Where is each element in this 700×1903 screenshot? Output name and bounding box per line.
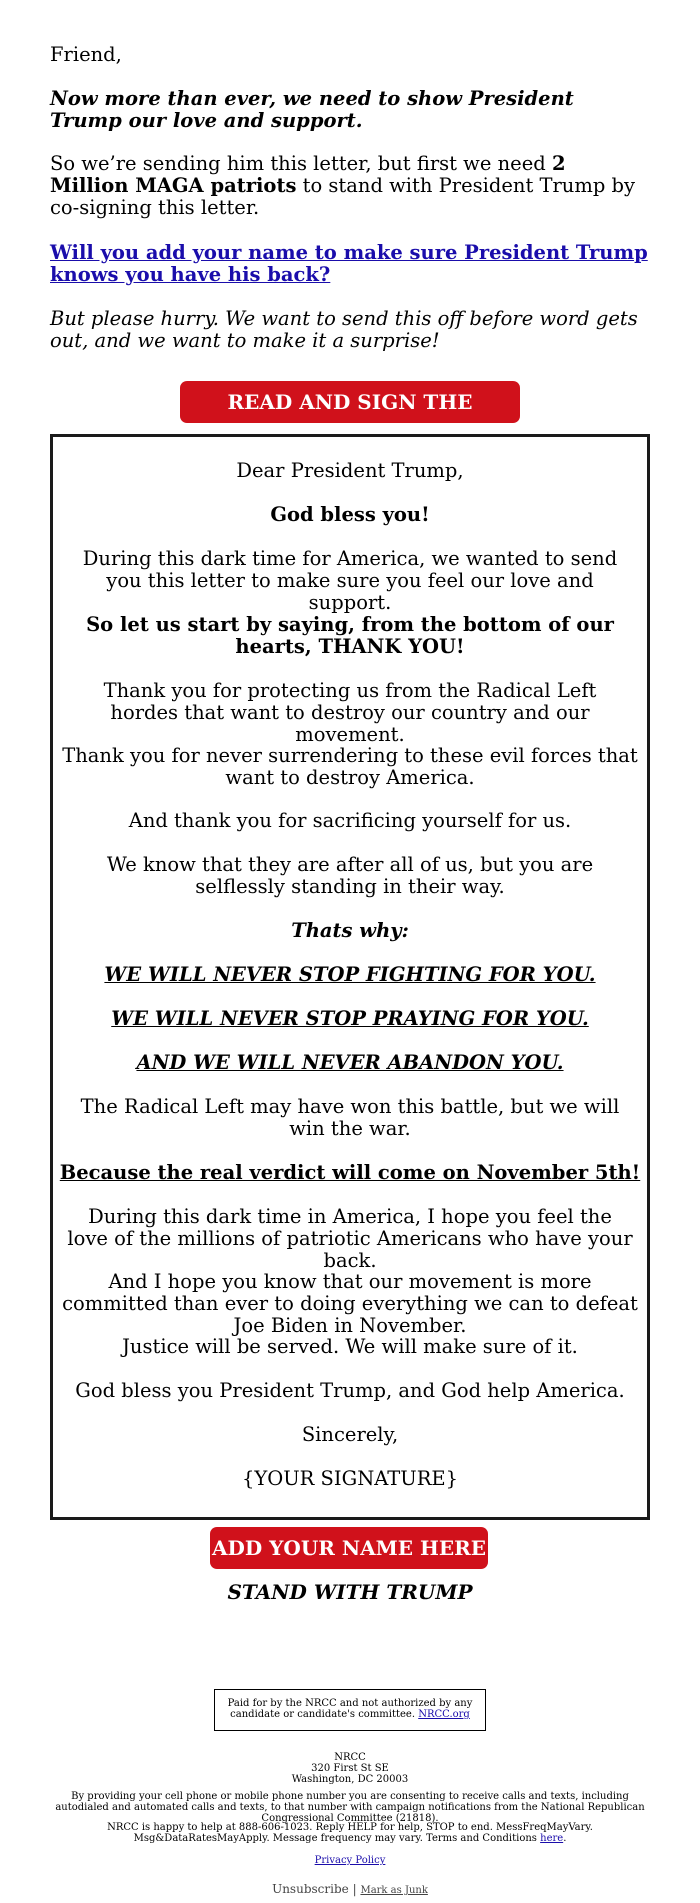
letter-pledge-2: WE WILL NEVER STOP PRAYING FOR YOU. xyxy=(111,1007,589,1030)
letter-signature: {YOUR SIGNATURE} xyxy=(241,1467,459,1490)
greeting: Friend, xyxy=(50,43,122,66)
intro-section xyxy=(50,44,650,66)
link-wrap xyxy=(50,242,650,286)
address-block xyxy=(0,1752,700,1785)
letter-pledge-1: WE WILL NEVER STOP FIGHTING FOR YOU. xyxy=(104,963,596,986)
headline-wrap xyxy=(50,88,650,132)
letter-p9: And I hope you know that our movement is more committed than ever to doing everything we can to defeat Joe Biden in November. xyxy=(62,1270,638,1337)
unsubscribe-link[interactable]: Unsubscribe xyxy=(272,1882,349,1896)
intro-paragraph xyxy=(50,153,650,219)
help-text: NRCC is happy to help at 888-606-1023. Reply HELP for help, STOP to end. MessFreqMayVary. Msg&DataRatesMayApply. Message frequency may vary. Terms and Conditions here. xyxy=(107,1822,593,1844)
letter-p11: God bless you President Trump, and God help America. xyxy=(75,1379,625,1402)
paid-for-text: Paid for by the NRCC and not authorized by any candidate or candidate's committee. xyxy=(227,1698,473,1720)
letter-salutation: Dear President Trump, xyxy=(236,459,464,482)
letter-p7: The Radical Left may have won this battle, but we will win the war. xyxy=(80,1095,620,1140)
letter-p5: And thank you for sacrificing yourself for us. xyxy=(128,809,572,832)
terms-link[interactable]: here xyxy=(540,1833,564,1844)
paid-for-box xyxy=(214,1689,486,1731)
letter-p10: Justice will be served. We will make sure of it. xyxy=(122,1335,578,1358)
city: Washington, DC 20003 xyxy=(291,1774,409,1785)
letter-p3: Thank you for protecting us from the Radical Left hordes that want to destroy our country and our movement. xyxy=(103,679,597,746)
nrcc-link[interactable]: NRCC.org xyxy=(418,1709,470,1720)
letter-box xyxy=(50,434,650,1520)
read-sign-letter-button[interactable]: READ AND SIGN THE LETTER xyxy=(180,381,520,423)
letter-verdict: Because the real verdict will come on November 5th! xyxy=(59,1161,641,1184)
intro-text-1: So we’re sending him this letter, but first we need xyxy=(50,152,552,175)
mark-as-junk-link[interactable]: Mark as Junk xyxy=(360,1885,428,1896)
consent-text: By providing your cell phone or mobile phone number you are consenting to receive calls and texts, including autodialed and automated calls and texts, to that number with campaign notifications from the National Republican Congressional Committee (21818). xyxy=(55,1791,645,1824)
help-body: NRCC is happy to help at 888-606-1023. Reply HELP for help, STOP to end. MessFreqMayVary. Msg&DataRatesMayApply. Message frequency may vary. Terms and Conditions xyxy=(107,1822,593,1844)
letter-bless: God bless you! xyxy=(270,503,430,526)
separator: | xyxy=(352,1882,357,1896)
hurry-text: But please hurry. We want to send this off before word gets out, and we want to make it a surprise! xyxy=(50,307,638,352)
letter-thats-why: Thats why: xyxy=(291,919,409,942)
unsubscribe-bar xyxy=(0,1882,700,1898)
letter-p2: So let us start by saying, from the bottom of our hearts, THANK YOU! xyxy=(86,613,614,658)
letter-p6: We know that they are after all of us, but you are selflessly standing in their way. xyxy=(106,853,594,898)
letter-p1: During this dark time for America, we wanted to send you this letter to make sure you feel our love and support. xyxy=(82,547,618,614)
privacy-policy-link[interactable]: Privacy Policy xyxy=(314,1855,386,1866)
intro-text-2: to stand with President Trump by co-signing this letter. xyxy=(50,174,636,219)
headline: Now more than ever, we need to show President Trump our love and support. xyxy=(50,87,574,132)
add-your-name-button[interactable]: ADD YOUR NAME HERE xyxy=(210,1527,488,1569)
intro-bold: 2 Million MAGA patriots xyxy=(50,152,566,197)
street: 320 First St SE xyxy=(311,1763,389,1774)
letter-closing: Sincerely, xyxy=(301,1423,399,1446)
hurry-wrap xyxy=(50,308,650,352)
letter-p4: Thank you for never surrendering to these evil forces that want to destroy America. xyxy=(62,744,638,789)
org-name: NRCC xyxy=(334,1752,366,1763)
add-name-link[interactable]: Will you add your name to make sure President Trump knows you have his back? xyxy=(50,241,648,286)
letter-pledge-3: AND WE WILL NEVER ABANDON YOU. xyxy=(136,1051,564,1074)
stand-with-trump: STAND WITH TRUMP xyxy=(227,1580,473,1604)
privacy-wrap xyxy=(0,1855,700,1866)
letter-p8: During this dark time in America, I hope you feel the love of the millions of patriotic Americans who have your back. xyxy=(67,1205,633,1272)
